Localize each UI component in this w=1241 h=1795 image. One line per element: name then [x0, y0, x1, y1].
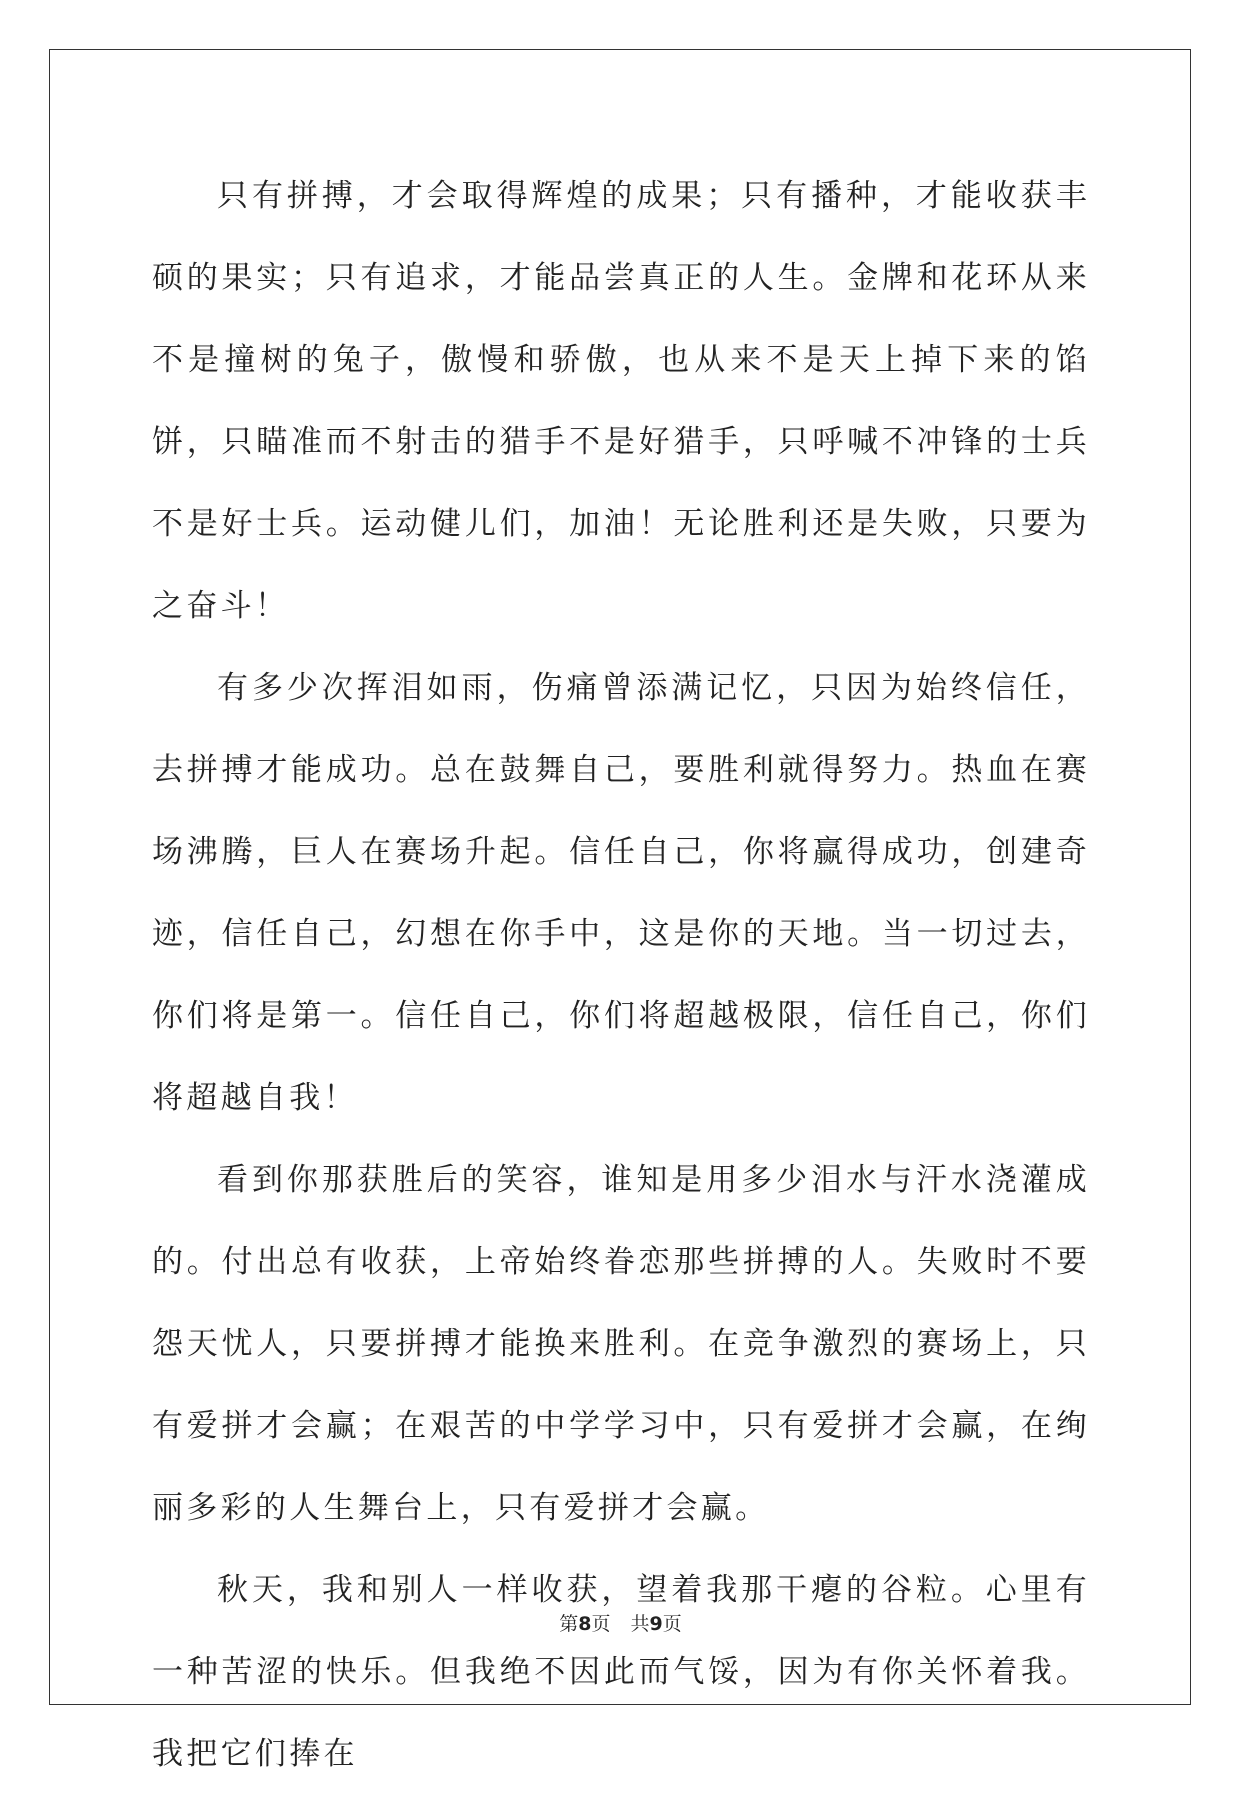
paragraph-3: 看到你那获胜后的笑容，谁知是用多少泪水与汗水浇灌成的。付出总有收获，上帝始终眷恋那些拼搏的人。失败时不要怨天忧人，只要拼搏才能换来胜利。在竞争激烈的赛场上，只有爱拼才会赢；在艰苦的中学学习中，只有爱拼才会赢，在绚丽多彩的人生舞台上，只有爱拼才会赢。 — [152, 1162, 1090, 1526]
page-number: 8 — [578, 1613, 592, 1635]
document-body — [152, 155, 1090, 1795]
total-suffix: 页 — [662, 1613, 682, 1635]
paragraph-1: 只有拼搏，才会取得辉煌的成果；只有播种，才能收获丰硕的果实；只有追求，才能品尝真正的人生。金牌和花环从来不是撞树的兔子，傲慢和骄傲，也从来不是天上掉下来的馅饼，只瞄准而不射击的猎手不是好猎手，只呼喊不冲锋的士兵不是好士兵。运动健儿们，加油！无论胜利还是失败，只要为之奋斗！ — [152, 178, 1090, 624]
paragraph-4: 秋天，我和别人一样收获，望着我那干瘪的谷粒。心里有一种苦涩的快乐。但我绝不因此而气馁，因为有你关怀着我。我把它们捧在 — [152, 1572, 1090, 1772]
paragraph-2: 有多少次挥泪如雨，伤痛曾添满记忆，只因为始终信任，去拼搏才能成功。总在鼓舞自己，要胜利就得努力。热血在赛场沸腾，巨人在赛场升起。信任自己，你将赢得成功，创建奇迹，信任自己，幻想在你手中，这是你的天地。当一切过去，你们将是第一。信任自己，你们将超越极限，信任自己，你们将超越自我！ — [152, 670, 1090, 1116]
total-pages: 9 — [649, 1613, 663, 1635]
total-prefix: 共 — [630, 1613, 650, 1635]
page-suffix: 页 — [591, 1613, 611, 1635]
page-footer — [0, 1609, 1241, 1636]
page-prefix: 第 — [559, 1613, 579, 1635]
